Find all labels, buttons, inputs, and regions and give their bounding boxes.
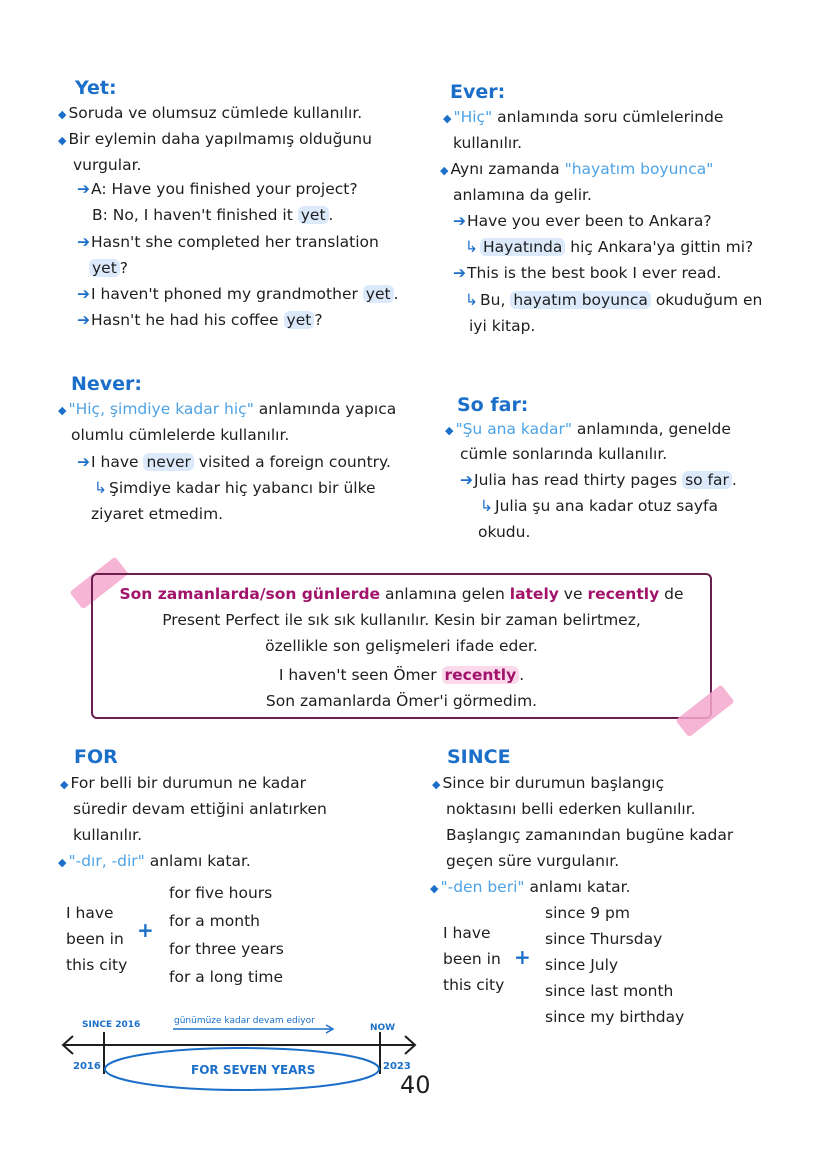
since-bullet-1: ◆ Since bir durumun başlangıç bbox=[432, 774, 665, 792]
bullet-icon: ◆ bbox=[58, 134, 67, 147]
since-subject-1: I have bbox=[443, 924, 491, 942]
page-number: 40 bbox=[400, 1071, 431, 1099]
since-bullet-2: ◆ "-den beri" anlamı katar. bbox=[430, 878, 631, 896]
yet-heading: Yet: bbox=[75, 77, 117, 99]
since-heading: SINCE bbox=[447, 746, 511, 768]
for-bullet-1-cont2: kullanılır. bbox=[73, 826, 143, 844]
for-item-2: for a month bbox=[169, 912, 260, 930]
since-bullet-1-cont3: geçen süre vurgulanır. bbox=[446, 852, 620, 870]
bullet-icon: ◆ bbox=[445, 424, 454, 437]
since-item-3: since July bbox=[545, 956, 619, 974]
so-far-bullet-1-cont: cümle sonlarında kullanılır. bbox=[460, 445, 668, 463]
yet-example-1b: B: No, I haven't finished it yet . bbox=[92, 206, 334, 224]
since-item-1: since 9 pm bbox=[545, 904, 630, 922]
arrow-icon: ➔ bbox=[453, 264, 466, 282]
note-line-4: I haven't seen Ömer recently . bbox=[278, 666, 525, 684]
for-heading: FOR bbox=[74, 746, 118, 768]
so-far-translation-cont: okudu. bbox=[478, 523, 531, 541]
arrow-icon: ➔ bbox=[453, 212, 466, 230]
for-subject-1: I have bbox=[66, 904, 114, 922]
arrow-icon: ➔ bbox=[77, 453, 90, 471]
never-bullet-1: ◆ "Hiç, şimdiye kadar hiç" anlamında yapıca bbox=[58, 400, 397, 418]
yet-example-2a: ➔Hasn't she completed her translation bbox=[77, 233, 379, 251]
arrow-icon: ➔ bbox=[77, 311, 90, 329]
timeline-start-year: 2016 bbox=[73, 1061, 101, 1072]
ever-translation-2-cont: iyi kitap. bbox=[469, 317, 536, 335]
yet-example-3: ➔I haven't phoned my grandmother yet . bbox=[77, 285, 399, 303]
since-bullet-1-cont: noktasını belli ederken kullanılır. bbox=[446, 800, 696, 818]
bullet-icon: ◆ bbox=[440, 164, 449, 177]
arrow-icon: ➔ bbox=[77, 233, 90, 251]
yet-bullet-1: ◆ Soruda ve olumsuz cümlede kullanılır. bbox=[58, 104, 363, 122]
never-heading: Never: bbox=[71, 373, 143, 395]
so-far-example: ➔Julia has read thirty pages so far . bbox=[460, 471, 737, 489]
so-far-bullet-1: ◆ "Şu ana kadar" anlamında, genelde bbox=[445, 420, 731, 438]
return-arrow-icon: ↳ bbox=[465, 238, 478, 256]
since-item-5: since my birthday bbox=[545, 1008, 685, 1026]
return-arrow-icon: ↳ bbox=[94, 479, 107, 497]
ever-translation-1: ↳ Hayatında hiç Ankara'ya gittin mi? bbox=[465, 238, 754, 256]
timeline-span-label: FOR SEVEN YEARS bbox=[191, 1063, 316, 1077]
for-item-3: for three years bbox=[169, 940, 284, 958]
bullet-icon: ◆ bbox=[432, 778, 441, 791]
arrow-icon: ➔ bbox=[460, 471, 473, 489]
since-subject-3: this city bbox=[443, 976, 505, 994]
since-item-2: since Thursday bbox=[545, 930, 663, 948]
for-item-4: for a long time bbox=[169, 968, 284, 986]
bullet-icon: ◆ bbox=[58, 108, 67, 121]
timeline-since-label: SINCE 2016 bbox=[82, 1020, 141, 1030]
return-arrow-icon: ↳ bbox=[480, 497, 493, 515]
never-example: ➔I have never visited a foreign country. bbox=[77, 453, 391, 471]
arrow-icon: ➔ bbox=[77, 285, 90, 303]
timeline-end-year: 2023 bbox=[383, 1061, 411, 1072]
timeline-now-label: NOW bbox=[370, 1023, 396, 1033]
timeline-progress-label: günümüze kadar devam ediyor bbox=[174, 1016, 315, 1026]
bullet-icon: ◆ bbox=[58, 404, 67, 417]
ever-translation-2: ↳ Bu, hayatım boyunca okuduğum en bbox=[465, 291, 763, 309]
ever-bullet-1-cont: kullanılır. bbox=[453, 134, 523, 152]
note-line-1: Son zamanlarda/son günlerde anlamına gelen lately ve recently de bbox=[119, 585, 684, 603]
so-far-heading: So far: bbox=[457, 394, 529, 416]
for-subject-2: been in bbox=[66, 930, 124, 948]
bullet-icon: ◆ bbox=[58, 856, 67, 869]
so-far-translation: ↳ Julia şu ana kadar otuz sayfa bbox=[480, 497, 718, 515]
bullet-icon: ◆ bbox=[443, 112, 452, 125]
ever-example-2: ➔This is the best book I ever read. bbox=[453, 264, 722, 282]
since-subject-2: been in bbox=[443, 950, 501, 968]
arrow-icon: ➔ bbox=[77, 180, 90, 198]
yet-example-4: ➔Hasn't he had his coffee yet ? bbox=[77, 311, 323, 329]
yet-bullet-2: ◆ Bir eylemin daha yapılmamış olduğunu bbox=[58, 130, 372, 148]
ever-bullet-2: ◆ Aynı zamanda "hayatım boyunca" bbox=[440, 160, 714, 178]
return-arrow-icon: ↳ bbox=[465, 291, 478, 309]
ever-bullet-2-cont: anlamına da gelir. bbox=[453, 186, 592, 204]
for-bullet-1-cont: süredir devam ettiğini anlatırken bbox=[73, 800, 327, 818]
for-subject-3: this city bbox=[66, 956, 128, 974]
since-plus-icon: + bbox=[514, 945, 531, 969]
since-bullet-1-cont2: Başlangıç zamanından bugüne kadar bbox=[446, 826, 734, 844]
bullet-icon: ◆ bbox=[430, 882, 439, 895]
ever-example-1: ➔Have you ever been to Ankara? bbox=[453, 212, 712, 230]
ever-heading: Ever: bbox=[450, 81, 506, 103]
note-line-2: Present Perfect ile sık sık kullanılır. Kesin bir zaman belirtmez, bbox=[162, 611, 641, 629]
ever-bullet-1: ◆ "Hiç" anlamında soru cümlelerinde bbox=[443, 108, 724, 126]
yet-example-1a: ➔A: Have you finished your project? bbox=[77, 180, 358, 198]
for-bullet-1: ◆ For belli bir durumun ne kadar bbox=[60, 774, 307, 792]
never-translation: ↳ Şimdiye kadar hiç yabancı bir ülke bbox=[94, 479, 376, 497]
for-bullet-2: ◆ "-dır, -dir" anlamı katar. bbox=[58, 852, 251, 870]
yet-example-2b: yet ? bbox=[89, 258, 128, 278]
note-line-3: özellikle son gelişmeleri ifade eder. bbox=[265, 637, 538, 655]
for-item-1: for five hours bbox=[169, 884, 273, 902]
never-bullet-1-cont: olumlu cümlelerde kullanılır. bbox=[71, 426, 290, 444]
yet-bullet-2-cont: vurgular. bbox=[73, 156, 142, 174]
never-translation-cont: ziyaret etmedim. bbox=[91, 505, 224, 523]
bullet-icon: ◆ bbox=[60, 778, 69, 791]
since-item-4: since last month bbox=[545, 982, 674, 1000]
for-plus-icon: + bbox=[137, 918, 154, 942]
note-line-5: Son zamanlarda Ömer'i görmedim. bbox=[265, 692, 538, 710]
